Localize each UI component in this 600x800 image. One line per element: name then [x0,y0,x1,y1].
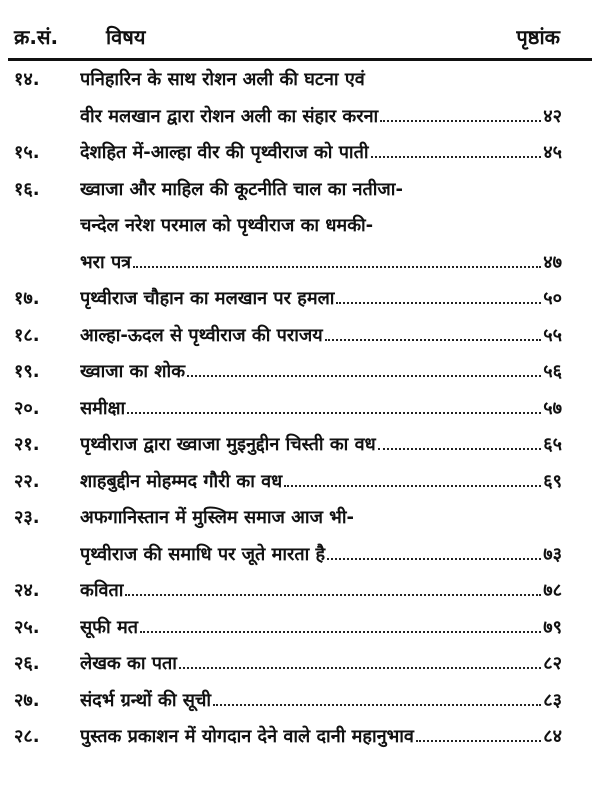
entry-page-number: ७३ [543,543,562,565]
entry-number: १९. [14,361,40,382]
dot-leader [336,302,541,304]
contents-line [8,135,592,171]
header-divider [8,58,592,61]
entry-text-line [80,646,562,682]
entry-page-number: ४५ [543,142,562,163]
entry-page-number: ७८ [543,580,562,601]
entry-number: १५. [14,142,40,163]
entry-page-number: ५५ [543,324,562,346]
entry-number: १७. [14,288,40,309]
contents-line [8,427,592,463]
entry-title: समीक्षा [80,397,126,419]
contents-line [8,719,592,755]
entry-page-number: ५७ [543,397,562,419]
entry-number: २२. [14,470,40,492]
dot-leader [125,594,541,596]
entry-title: भरा पत्र [80,251,132,273]
entry-text-line [80,354,562,390]
dot-leader [284,485,541,487]
entry-page-number: ७९ [543,616,562,638]
entry-page-number: ८३ [543,689,562,711]
entry-page-number: ५६ [543,361,562,382]
entry-page-number: ८४ [543,726,562,747]
entry-title: ख्वाजा और माहिल की कूटनीति चाल का नतीजा- [80,178,403,200]
dot-leader [133,266,541,268]
header-page-number: पृष्ठांक [516,25,560,49]
entry-text-line [80,281,562,317]
entry-text-line [80,683,562,719]
entry-page-number: ४७ [543,251,562,273]
contents-line [8,573,592,609]
entry-number: २०. [14,397,40,419]
entry-number: २१. [14,434,40,455]
entry-number: १४. [14,69,40,90]
entry-page-number: ४२ [543,105,562,127]
dot-leader [416,740,541,742]
dot-leader [378,448,542,450]
dot-leader [327,558,541,560]
entry-text-line [80,135,562,171]
dot-leader [140,631,541,633]
contents-line [8,646,592,682]
contents-header [8,20,592,54]
entry-title: संदर्भ ग्रन्थों की सूची [80,689,212,711]
contents-line [8,62,592,98]
entry-number: २३. [14,507,40,528]
header-serial-number: क्र.सं. [14,25,59,49]
entry-text-line [80,464,562,500]
dot-leader [187,375,541,377]
entry-text-line [80,500,562,536]
contents-line [8,683,592,719]
entry-text-line [80,318,562,354]
contents-line [8,537,592,573]
contents-line [8,500,592,536]
entry-text-line [80,99,562,135]
entry-number: २४. [14,580,40,601]
entry-page-number: ६९ [543,470,562,492]
entry-title: आल्हा-ऊदल से पृथ्वीराज की पराजय [80,324,323,346]
entry-title: अफगानिस्तान में मुस्लिम समाज आज भी- [80,507,354,528]
contents-line [8,172,592,208]
dot-leader [179,667,541,669]
entry-number: २७. [14,689,40,711]
dot-leader [127,412,541,414]
dot-leader [371,156,542,158]
entry-text-line [80,245,562,281]
entry-title: सूफी मत [80,616,138,638]
entry-title: पृथ्वीराज की समाधि पर जूते मारता है [80,543,326,565]
entry-title: लेखक का पता [80,653,177,674]
entry-page-number: ६५ [543,434,562,455]
entry-number: २८. [14,726,40,747]
contents-line [8,281,592,317]
contents-line [8,464,592,500]
entry-title: पृथ्वीराज द्वारा ख्वाजा मुइनुद्दीन चिस्ती का वध [80,434,376,455]
dot-leader [325,339,542,341]
entry-text-line [80,719,562,755]
contents-line [8,354,592,390]
contents-line [8,391,592,427]
entry-title: देशहित में-आल्हा वीर की पृथ्वीराज को पाती [80,142,369,163]
entry-title: ख्वाजा का शोक [80,361,186,382]
contents-line [8,318,592,354]
entry-text-line [80,62,562,98]
entry-title: शाहबुद्दीन मोहम्मद गौरी का वध [80,470,283,492]
entry-number: १६. [14,178,40,200]
entry-text-line [80,537,562,573]
entry-title: पृथ्वीराज चौहान का मलखान पर हमला [80,288,335,309]
dot-leader [213,704,541,706]
entry-text-line [80,172,562,208]
entry-number: २५. [14,616,40,638]
entry-page-number: ५० [543,288,562,309]
contents-line [8,610,592,646]
contents-line [8,245,592,281]
entry-text-line [80,391,562,427]
entry-title: पनिहारिन के साथ रोशन अली की घटना एवं [80,69,365,90]
entry-number: १८. [14,324,40,346]
entry-title: चन्देल नरेश परमाल को पृथ्वीराज का धमकी- [80,215,374,236]
entry-text-line [80,610,562,646]
contents-line [8,208,592,244]
contents-line [8,99,592,135]
entry-title: कविता [80,580,124,601]
entry-text-line [80,573,562,609]
dot-leader [380,120,541,122]
entry-page-number: ८२ [543,653,562,674]
header-subject: विषय [106,25,146,49]
entry-number: २६. [14,653,40,674]
entry-title: पुस्तक प्रकाशन में योगदान देने वाले दानी महानुभाव [80,726,414,747]
entry-title: वीर मलखान द्वारा रोशन अली का संहार करना [80,105,379,127]
entry-text-line [80,208,562,244]
entry-text-line [80,427,562,463]
